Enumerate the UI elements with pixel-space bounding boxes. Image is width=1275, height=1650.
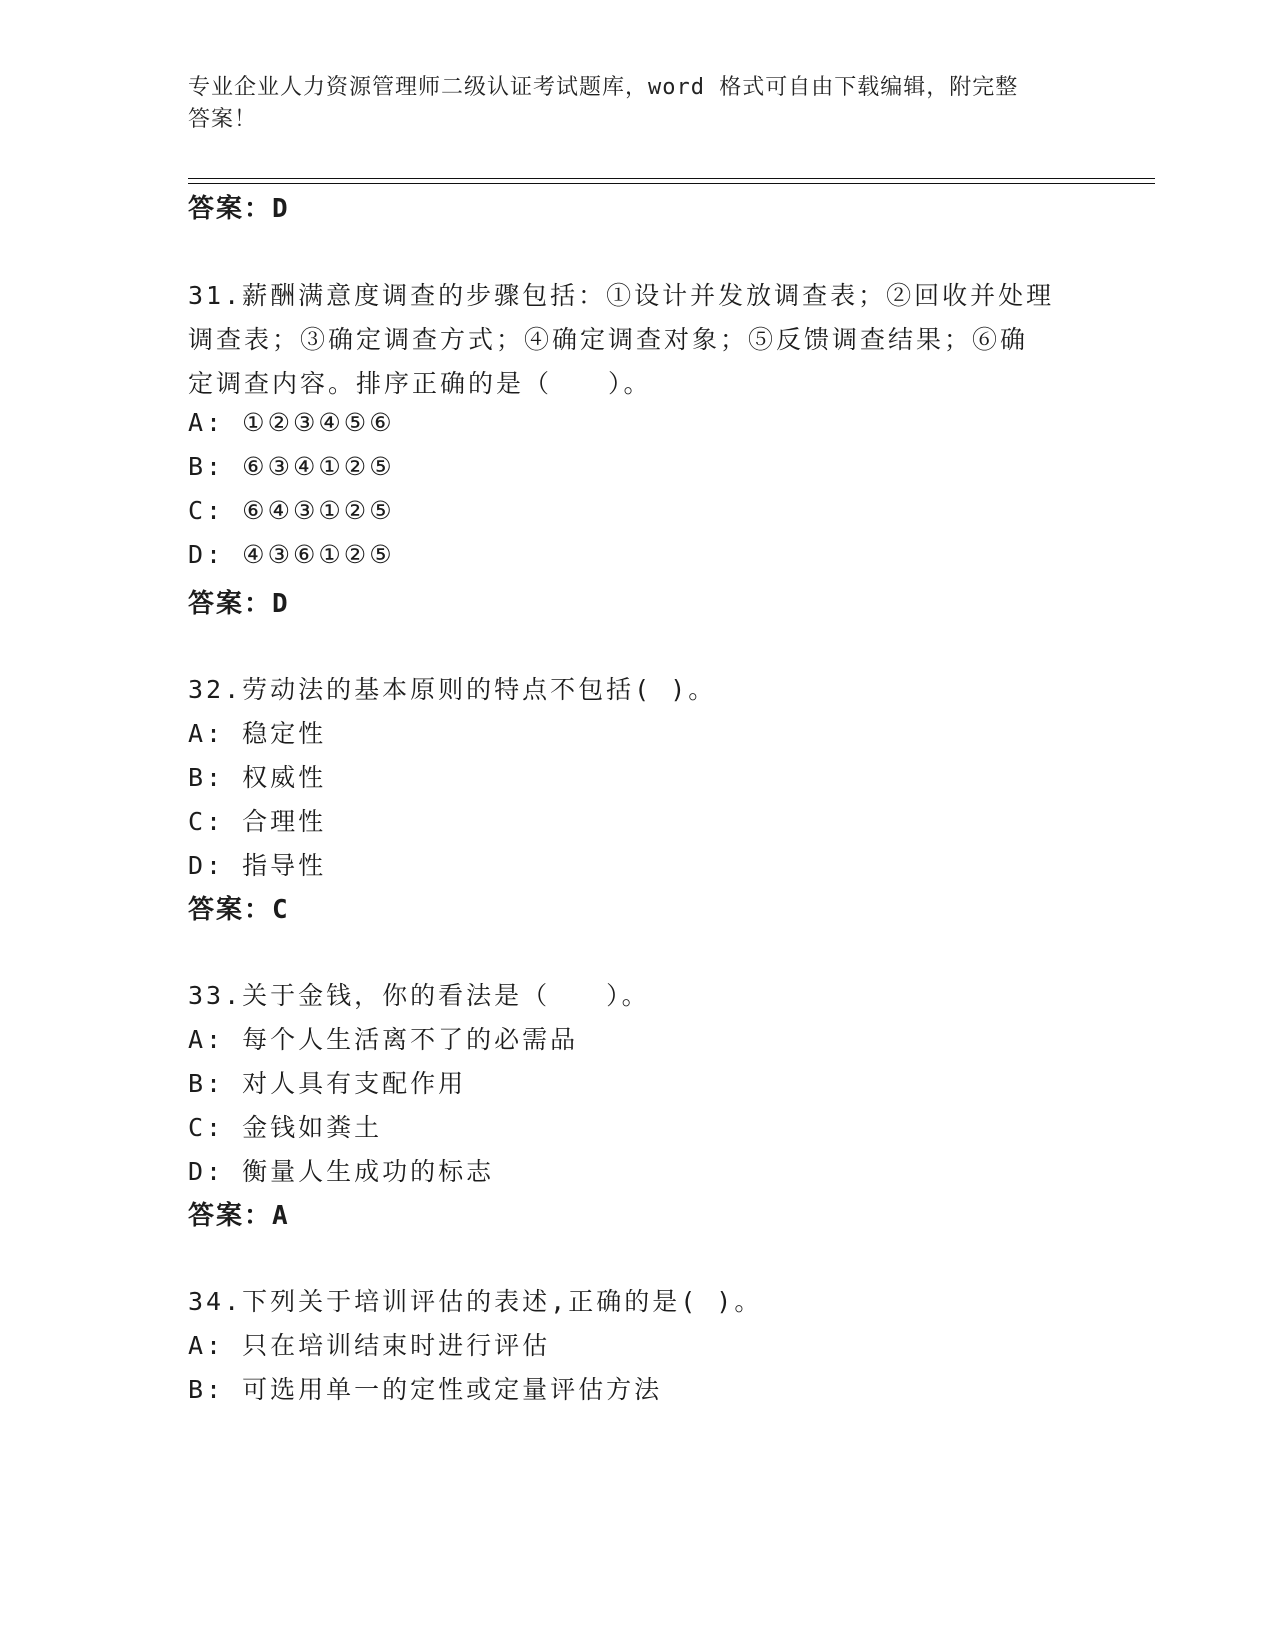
question-31-line-1: 31.薪酬满意度调查的步骤包括：①设计并发放调查表；②回收并处理 (188, 281, 1055, 310)
question-34-option-b: B: 可选用单一的定性或定量评估方法 (188, 1375, 663, 1404)
answer-label: 答案： (188, 895, 273, 925)
answer-value: C (272, 895, 290, 925)
answer-label: 答案： (188, 1201, 273, 1231)
question-33-line-1: 33.关于金钱，你的看法是（ ）。 (188, 981, 650, 1010)
question-33-option-b: B: 对人具有支配作用 (188, 1069, 467, 1098)
answer-label: 答案： (188, 589, 273, 619)
question-32-option-d: D: 指导性 (188, 851, 327, 880)
question-33-answer (188, 1195, 290, 1232)
document-header (188, 72, 1068, 136)
question-33-option-c: C: 金钱如粪土 (188, 1113, 383, 1142)
question-31-option-a: A: ①②③④⑤⑥ (188, 408, 395, 437)
question-32-option-b: B: 权威性 (188, 763, 327, 792)
answer-value: A (272, 1201, 290, 1231)
question-34-option-a: A: 只在培训结束时进行评估 (188, 1331, 551, 1360)
question-31-option-c: C: ⑥④③①②⑤ (188, 496, 395, 525)
header-line-1: 专业企业人力资源管理师二级认证考试题库，word 格式可自由下载编辑，附完整 (188, 75, 1019, 100)
answer-value: D (272, 589, 290, 619)
header-divider-bottom (188, 183, 1155, 184)
header-line-2: 答案！ (188, 107, 258, 132)
answer-line-prev (188, 188, 290, 225)
header-divider-top (188, 178, 1155, 179)
question-32-line-1: 32.劳动法的基本原则的特点不包括( )。 (188, 675, 717, 704)
question-33-option-d: D: 衡量人生成功的标志 (188, 1157, 495, 1186)
question-32-option-c: C: 合理性 (188, 807, 327, 836)
question-31-line-3: 定调查内容。排序正确的是（ ）。 (188, 369, 652, 398)
question-31-option-b: B: ⑥③④①②⑤ (188, 452, 395, 481)
answer-label: 答案： (188, 194, 273, 224)
question-31-answer (188, 583, 290, 620)
question-34-line-1: 34.下列关于培训评估的表述,正确的是( )。 (188, 1287, 763, 1316)
question-31-option-d: D: ④③⑥①②⑤ (188, 540, 395, 569)
answer-value: D (272, 194, 290, 224)
question-32-answer (188, 889, 290, 926)
question-32-option-a: A: 稳定性 (188, 719, 327, 748)
question-31-line-2: 调查表；③确定调查方式；④确定调查对象；⑤反馈调查结果；⑥确 (188, 325, 1029, 354)
question-33-option-a: A: 每个人生活离不了的必需品 (188, 1025, 579, 1054)
